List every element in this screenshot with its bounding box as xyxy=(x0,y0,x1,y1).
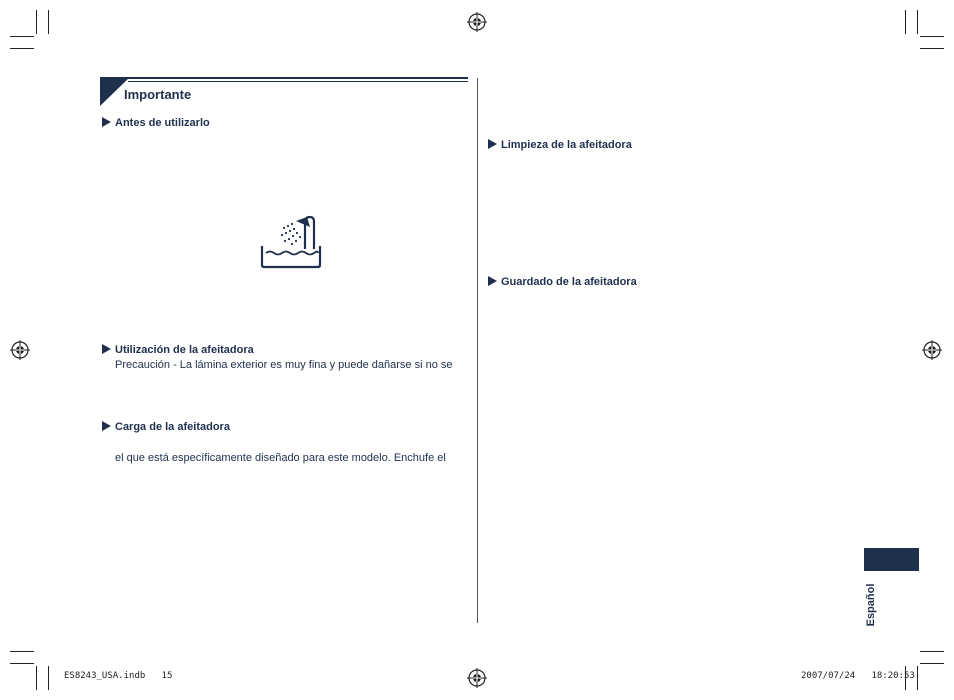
section-title-storing xyxy=(488,276,637,288)
crop-mark xyxy=(920,651,944,652)
arrow-bullet-icon xyxy=(488,276,497,286)
heading-rule-thin xyxy=(128,81,468,82)
section-title-text: Carga de la afeitadora xyxy=(115,421,230,433)
language-label-text: Español xyxy=(865,583,877,627)
crop-mark xyxy=(10,651,34,652)
body-text-using: Precaución - La lámina exterior es muy fina y puede dañarse si no se xyxy=(115,359,453,371)
section-title-text: Utilización de la afeitadora xyxy=(115,344,254,356)
section-title-text: Limpieza de la afeitadora xyxy=(501,139,632,151)
arrow-bullet-icon xyxy=(102,117,111,127)
crop-mark xyxy=(920,36,944,37)
section-title-charging xyxy=(102,421,230,433)
language-tab xyxy=(864,548,919,571)
section-title-using xyxy=(102,344,254,356)
registration-mark-icon xyxy=(467,12,487,32)
footer-file: ES8243_USA.indb 15 xyxy=(64,671,173,681)
registration-mark-icon xyxy=(922,340,942,360)
crop-mark xyxy=(917,666,918,690)
crop-mark xyxy=(10,36,34,37)
crop-mark xyxy=(36,10,37,34)
language-label xyxy=(862,583,880,627)
crop-mark xyxy=(36,666,37,690)
bath-shower-icon xyxy=(258,213,324,271)
footer-datetime: 2007/07/24 18:20:53 xyxy=(801,671,915,681)
section-title-text: Antes de utilizarlo xyxy=(115,117,210,129)
crop-mark xyxy=(48,666,49,690)
arrow-bullet-icon xyxy=(102,421,111,431)
crop-mark xyxy=(920,663,944,664)
section-title-cleaning xyxy=(488,139,632,151)
page-title: Importante xyxy=(124,87,192,102)
section-title-before-use xyxy=(102,117,210,129)
crop-mark xyxy=(10,663,34,664)
arrow-bullet-icon xyxy=(102,344,111,354)
heading-rule xyxy=(100,77,468,79)
registration-mark-icon xyxy=(10,340,30,360)
crop-mark xyxy=(917,10,918,34)
section-title-text: Guardado de la afeitadora xyxy=(501,276,637,288)
crop-mark xyxy=(905,10,906,34)
body-text-charging: el que está específicamente diseñado para este modelo. Enchufe el xyxy=(115,452,446,464)
arrow-bullet-icon xyxy=(488,139,497,149)
crop-mark xyxy=(10,48,34,49)
registration-mark-icon xyxy=(467,668,487,688)
crop-mark xyxy=(920,48,944,49)
crop-mark xyxy=(48,10,49,34)
column-divider xyxy=(477,78,478,623)
